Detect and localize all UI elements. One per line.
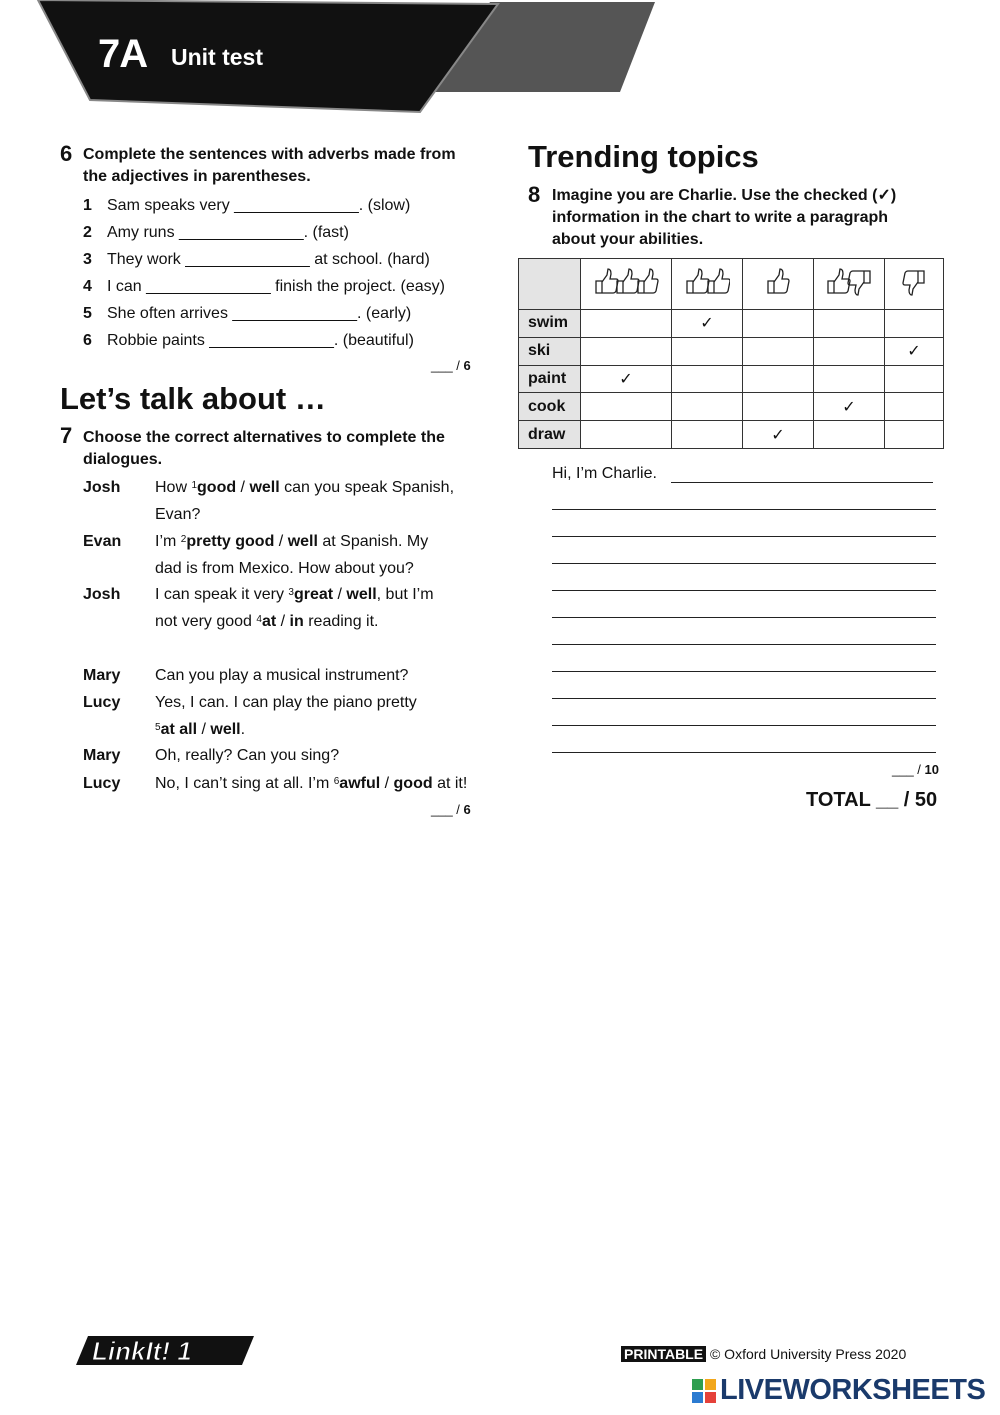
chart-row [519,337,944,365]
speaker-name: Mary [83,667,121,684]
chart-cell [581,310,672,338]
question-number-8: 8 [528,182,541,207]
chart-row [519,310,944,338]
writing-line[interactable] [552,671,936,672]
writing-line[interactable] [552,698,936,699]
question-number-7: 7 [60,423,73,448]
speaker-name: Lucy [83,694,121,711]
writing-line[interactable] [552,752,936,753]
question-7-score: ___ / 6 [431,802,471,817]
question-8-score: ___ / 10 [892,762,939,777]
unit-title: Unit test [171,44,263,70]
liveworksheets-logo-icon [692,1379,716,1403]
abilities-chart [518,258,944,449]
chart-cell [672,393,743,421]
speaker-name: Josh [83,479,121,496]
row-label: draw [519,421,581,449]
one-thumb-up-icon [743,259,814,310]
row-label: cook [519,393,581,421]
row-label: paint [519,365,581,393]
chart-cell [814,337,885,365]
check-mark: ✓ [581,365,672,393]
writing-line[interactable] [552,725,936,726]
chart-cell [581,393,672,421]
chart-cell [885,310,944,338]
total-score: TOTAL __ / 50 [806,789,938,811]
chart-cell [581,421,672,449]
chart-cell [672,365,743,393]
chart-row [519,421,944,449]
svg-text:LinkIt! 1: LinkIt! 1 [92,1336,192,1366]
chart-cell [814,365,885,393]
thumb-down-icon [885,259,944,310]
list-item: 5 She often arrives ______________. (early) [83,305,412,322]
chart-row [519,393,944,421]
chart-cell [885,421,944,449]
section-heading-lets-talk: Let’s talk about … [60,381,326,416]
check-mark: ✓ [885,337,944,365]
two-thumbs-up-icon [672,259,743,310]
chart-cell [672,337,743,365]
writing-line[interactable] [552,590,936,591]
speaker-name: Josh [83,586,121,603]
question-number-6: 6 [60,141,73,166]
check-mark: ✓ [743,421,814,449]
answer-start-text: Hi, I’m Charlie. [552,465,657,482]
chart-cell [672,421,743,449]
check-mark: ✓ [672,310,743,338]
chart-cell [814,421,885,449]
thumb-up-and-down-icon [814,259,885,310]
list-item: 1 Sam speaks very ______________. (slow) [83,197,411,214]
question-6-score: ___ / 6 [431,358,471,373]
linkit-logo [66,1332,256,1368]
list-item: 3 They work ______________ at school. (hard) [83,251,430,268]
writing-line[interactable] [552,617,936,618]
writing-line[interactable] [671,482,933,483]
chart-corner [519,259,581,310]
row-label: swim [519,310,581,338]
unit-number: 7A [98,32,148,76]
chart-cell [814,310,885,338]
chart-cell [743,393,814,421]
chart-cell [743,310,814,338]
writing-line[interactable] [552,509,936,510]
chart-row [519,365,944,393]
row-label: ski [519,337,581,365]
printable-badge: PRINTABLE [621,1346,706,1362]
speaker-name: Mary [83,747,121,764]
speaker-name: Lucy [83,775,121,792]
liveworksheets-watermark: LIVEWORKSHEETS [720,1374,986,1406]
three-thumbs-up-icon [581,259,672,310]
check-mark: ✓ [814,393,885,421]
question-7-instruction: Choose the correct alternatives to complete the dialogues. [83,429,445,468]
chart-cell [581,337,672,365]
question-8-instruction: Imagine you are Charlie. Use the checked (✓) information in the chart to write a paragraph about your abilities. [552,187,897,248]
speaker-name: Evan [83,533,122,550]
chart-cell [885,393,944,421]
copyright-line: PRINTABLE © Oxford University Press 2020 [621,1346,906,1362]
chart-cell [885,365,944,393]
writing-line[interactable] [552,644,936,645]
chart-cell [743,337,814,365]
question-6-items [83,192,445,354]
writing-line[interactable] [552,563,936,564]
chart-cell [743,365,814,393]
writing-line[interactable] [552,536,936,537]
list-item: 4 I can ______________ finish the project. (easy) [83,278,446,295]
list-item: 6 Robbie paints ______________. (beautiful) [83,332,414,349]
question-6-instruction: Complete the sentences with adverbs made from the adjectives in parentheses. [83,146,456,185]
list-item: 2 Amy runs ______________. (fast) [83,224,349,241]
section-heading-trending: Trending topics [528,139,759,174]
